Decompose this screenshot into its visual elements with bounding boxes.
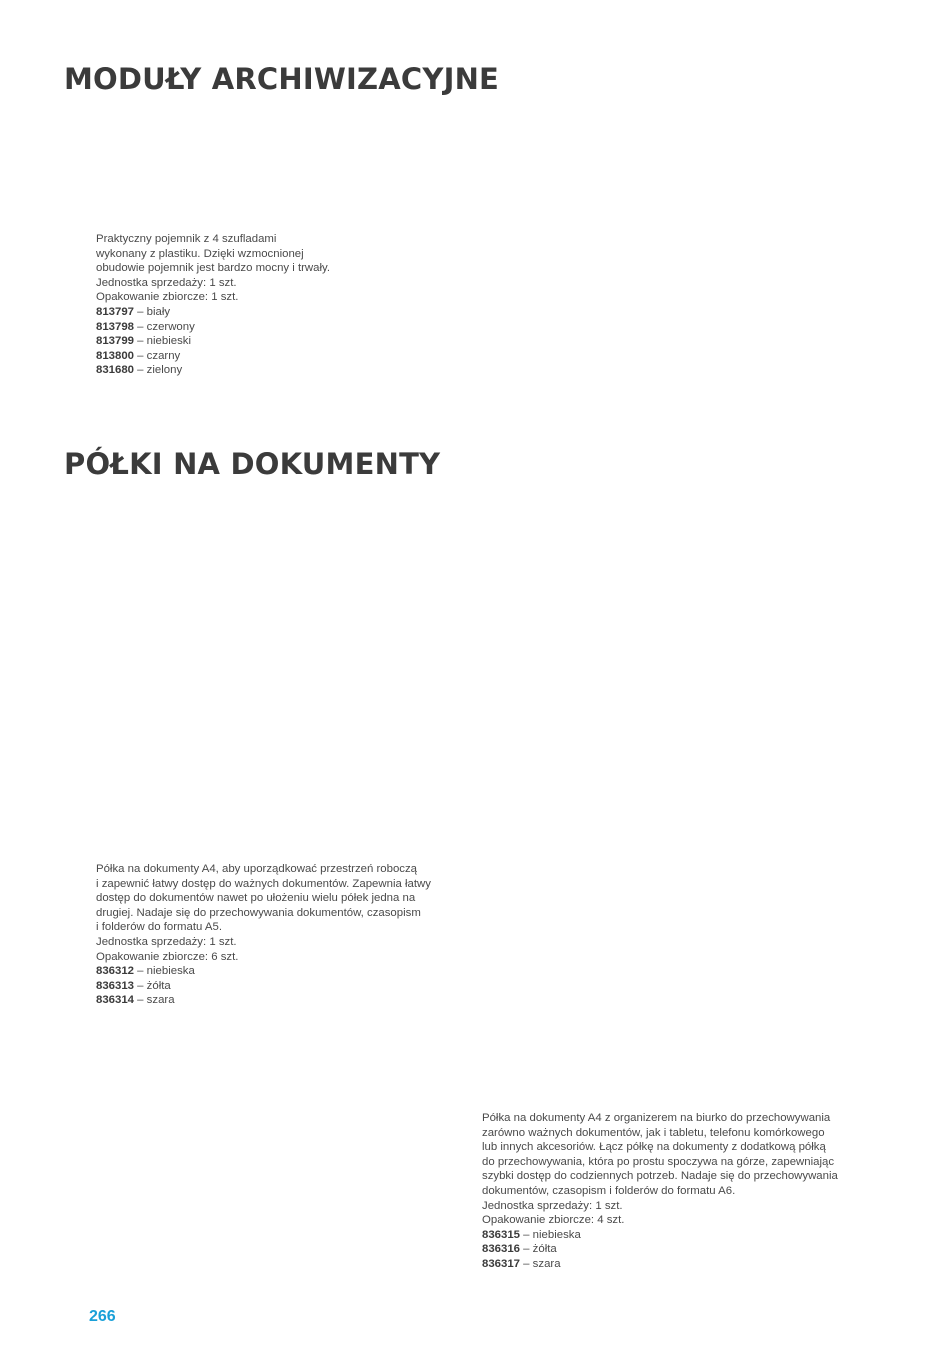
description-line: i folderów do formatu A5. bbox=[96, 921, 222, 934]
variant-color: – biały bbox=[134, 305, 171, 318]
variant-row bbox=[482, 1257, 838, 1272]
variant-color: – żółta bbox=[520, 1243, 557, 1256]
product-description-a4-tray bbox=[96, 862, 431, 1008]
description-line: Półka na dokumenty A4, aby uporządkować przestrzeń roboczą bbox=[96, 863, 418, 875]
product-description-drawer-unit bbox=[96, 232, 330, 378]
bulk-package-text: Opakowanie zbiorcze: 6 szt. bbox=[96, 950, 239, 963]
variant-color: – czerwony bbox=[134, 320, 195, 333]
variant-color: – czarny bbox=[134, 349, 181, 362]
variant-color: – niebieski bbox=[134, 335, 192, 348]
variant-color: – żółta bbox=[134, 979, 171, 992]
variant-row bbox=[96, 964, 431, 979]
product-code: 813800 bbox=[96, 349, 135, 362]
product-code: 813797 bbox=[96, 305, 135, 318]
description-line: obudowie pojemnik jest bardzo mocny i trwały. bbox=[96, 262, 331, 275]
description-line: drugiej. Nadaje się do przechowywania dokumentów, czasopism bbox=[96, 906, 421, 919]
description-line: szybki dostęp do codziennych potrzeb. Nadaje się do przechowywania bbox=[482, 1170, 838, 1183]
description-line: dokumentów, czasopism i folderów do formatu A6. bbox=[482, 1184, 736, 1197]
description-line: wykonany z plastiku. Dzięki wzmocnionej bbox=[96, 247, 304, 260]
product-code: 836313 bbox=[96, 979, 135, 992]
product-description-a4-tray-organizer bbox=[482, 1111, 838, 1272]
page-number: 266 bbox=[89, 1308, 116, 1325]
bulk-package-text: Opakowanie zbiorcze: 1 szt. bbox=[96, 291, 239, 304]
variant-row bbox=[96, 320, 330, 335]
description-line: Praktyczny pojemnik z 4 szufladami bbox=[96, 233, 277, 245]
variant-row bbox=[96, 349, 330, 364]
product-code: 813798 bbox=[96, 320, 135, 333]
product-code: 836314 bbox=[96, 994, 135, 1007]
variant-color: – niebieska bbox=[134, 965, 195, 978]
variant-row bbox=[96, 979, 431, 994]
product-code: 831680 bbox=[96, 364, 135, 377]
description-line: zarówno ważnych dokumentów, jak i tabletu, telefonu komórkowego bbox=[482, 1126, 825, 1139]
product-code: 836312 bbox=[96, 965, 135, 978]
variant-color: – niebieska bbox=[520, 1228, 581, 1241]
description-line: lub innych akcesoriów. Łącz półkę na dokumenty z dodatkową półką bbox=[482, 1141, 826, 1154]
description-line: i zapewnić łatwy dostęp do ważnych dokumentów. Zapewnia łatwy bbox=[96, 877, 431, 890]
product-code: 836315 bbox=[482, 1228, 521, 1241]
bulk-package-text: Opakowanie zbiorcze: 4 szt. bbox=[482, 1214, 625, 1227]
variant-row bbox=[96, 363, 330, 378]
sales-unit-text: Jednostka sprzedaży: 1 szt. bbox=[482, 1199, 623, 1212]
variant-row bbox=[482, 1242, 838, 1257]
description-line: do przechowywania, która po prostu spoczywa na górze, zapewniając bbox=[482, 1155, 835, 1168]
variant-color: – szara bbox=[520, 1257, 561, 1270]
variant-row bbox=[482, 1228, 838, 1243]
description-line: Półka na dokumenty A4 z organizerem na biurko do przechowywania bbox=[482, 1112, 831, 1124]
variant-row bbox=[96, 305, 330, 320]
description-line: dostęp do dokumentów nawet po ułożeniu wielu półek jedna na bbox=[96, 892, 416, 905]
product-code: 813799 bbox=[96, 335, 135, 348]
product-code: 836317 bbox=[482, 1257, 521, 1270]
variant-color: – szara bbox=[134, 994, 175, 1007]
section-title-archive-modules: MODUŁY ARCHIWIZACYJNE bbox=[64, 62, 500, 96]
sales-unit-text: Jednostka sprzedaży: 1 szt. bbox=[96, 276, 237, 289]
sales-unit-text: Jednostka sprzedaży: 1 szt. bbox=[96, 935, 237, 948]
variant-row bbox=[96, 334, 330, 349]
section-title-document-trays: PÓŁKI NA DOKUMENTY bbox=[64, 447, 441, 481]
variant-color: – zielony bbox=[134, 364, 183, 377]
variant-row bbox=[96, 993, 431, 1008]
product-code: 836316 bbox=[482, 1243, 521, 1256]
